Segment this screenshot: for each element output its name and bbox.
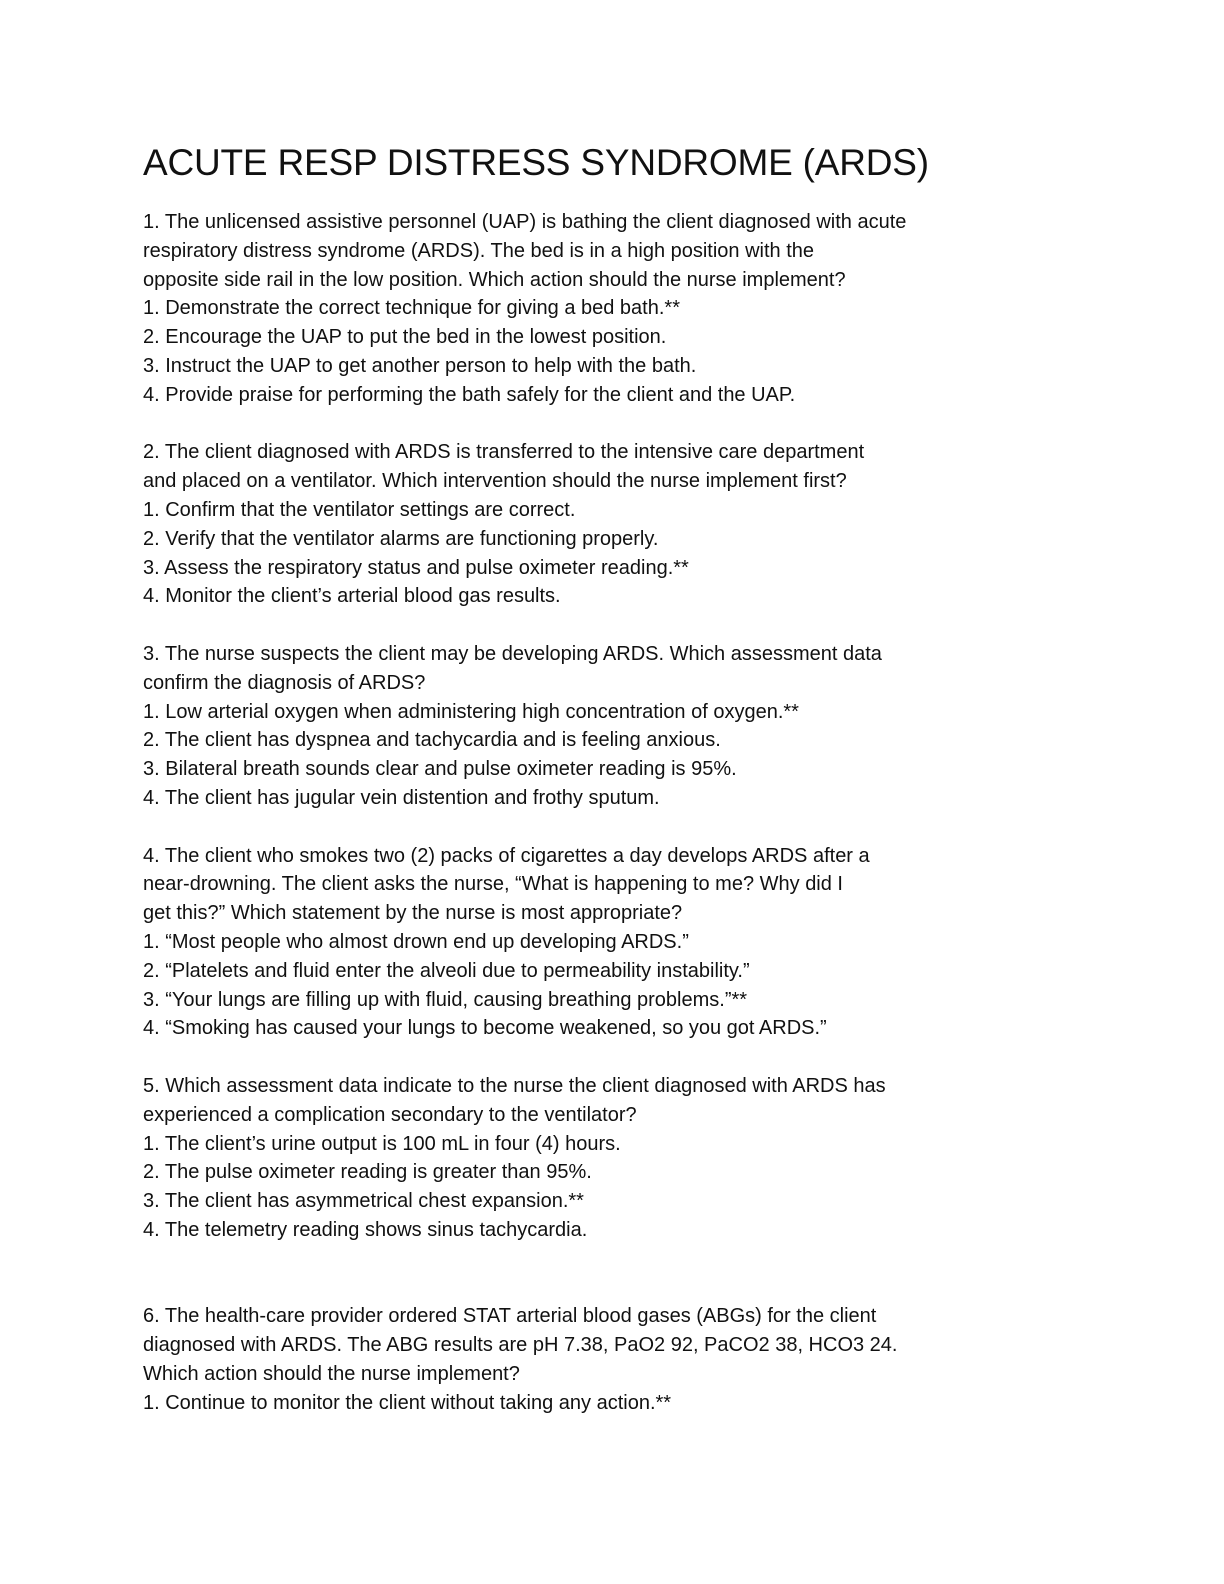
stem-line: experienced a complication secondary to the ventilator?	[143, 1103, 637, 1126]
question-stem	[143, 842, 1143, 928]
spacer	[143, 813, 1143, 842]
question-stem	[143, 208, 1143, 294]
answer-option: 1. “Most people who almost drown end up developing ARDS.”	[143, 930, 689, 953]
stem-line: 1. The unlicensed assistive personnel (UAP) is bathing the client diagnosed with acute	[143, 211, 907, 233]
answer-option: 2. The pulse oximeter reading is greater than 95%.	[143, 1161, 592, 1184]
document-title: ACUTE RESP DISTRESS SYNDROME (ARDS)	[143, 142, 929, 183]
answer-option: 4. Provide praise for performing the bath safely for the client and the UAP.	[143, 383, 796, 406]
document-page	[143, 140, 1143, 1417]
spacer	[143, 1043, 1143, 1072]
answer-option: 4. “Smoking has caused your lungs to become weakened, so you got ARDS.”	[143, 1017, 827, 1040]
answer-option: 1. Continue to monitor the client without taking any action.**	[143, 1391, 672, 1414]
stem-line: Which action should the nurse implement?	[143, 1362, 520, 1385]
question-1	[143, 208, 1143, 410]
stem-line: 5. Which assessment data indicate to the nurse the client diagnosed with ARDS has	[143, 1074, 886, 1097]
answer-option: 2. “Platelets and fluid enter the alveoli due to permeability instability.”	[143, 959, 750, 982]
stem-line: diagnosed with ARDS. The ABG results are pH 7.38, PaO2 92, PaCO2 38, HCO3 24.	[143, 1334, 898, 1357]
spacer	[143, 1245, 1143, 1303]
answer-option: 2. Verify that the ventilator alarms are functioning properly.	[143, 527, 659, 550]
question-4	[143, 842, 1143, 1044]
answer-option: 4. Monitor the client’s arterial blood gas results.	[143, 585, 561, 608]
answer-option: 1. Low arterial oxygen when administering high concentration of oxygen.**	[143, 700, 799, 723]
question-2	[143, 438, 1143, 611]
answer-option: 3. “Your lungs are filling up with fluid, causing breathing problems.”**	[143, 988, 748, 1011]
stem-line: near-drowning. The client asks the nurse, “What is happening to me? Why did I	[143, 873, 843, 896]
stem-line: opposite side rail in the low position. Which action should the nurse implement?	[143, 268, 846, 291]
answer-option: 1. The client’s urine output is 100 mL in four (4) hours.	[143, 1132, 621, 1155]
answer-option: 3. Instruct the UAP to get another person to help with the bath.	[143, 354, 697, 377]
question-6	[143, 1302, 1143, 1417]
answer-option: 3. Bilateral breath sounds clear and pulse oximeter reading is 95%.	[143, 758, 737, 781]
answer-option: 2. Encourage the UAP to put the bed in the lowest position.	[143, 326, 667, 349]
stem-line: and placed on a ventilator. Which intervention should the nurse implement first?	[143, 470, 847, 493]
answer-option: 4. The telemetry reading shows sinus tachycardia.	[143, 1218, 588, 1241]
answer-option: 1. Confirm that the ventilator settings are correct.	[143, 498, 576, 521]
answer-option: 2. The client has dyspnea and tachycardia and is feeling anxious.	[143, 729, 721, 752]
answer-option: 4. The client has jugular vein distention and frothy sputum.	[143, 786, 660, 809]
question-stem	[143, 438, 1143, 496]
stem-line: confirm the diagnosis of ARDS?	[143, 671, 426, 694]
stem-line: 3. The nurse suspects the client may be developing ARDS. Which assessment data	[143, 642, 882, 665]
question-5	[143, 1072, 1143, 1245]
stem-line: 4. The client who smokes two (2) packs of cigarettes a day develops ARDS after a	[143, 844, 870, 867]
answer-option: 3. Assess the respiratory status and pulse oximeter reading.**	[143, 556, 689, 579]
question-3	[143, 640, 1143, 813]
stem-line: get this?” Which statement by the nurse is most appropriate?	[143, 902, 683, 925]
question-stem	[143, 1072, 1143, 1130]
question-stem	[143, 1302, 1143, 1388]
spacer	[143, 611, 1143, 640]
stem-line: 6. The health-care provider ordered STAT arterial blood gases (ABGs) for the client	[143, 1305, 877, 1328]
spacer	[143, 410, 1143, 439]
answer-option: 3. The client has asymmetrical chest expansion.**	[143, 1190, 584, 1213]
stem-line: respiratory distress syndrome (ARDS). The bed is in a high position with the	[143, 239, 815, 262]
answer-option: 1. Demonstrate the correct technique for giving a bed bath.**	[143, 297, 680, 320]
stem-line: 2. The client diagnosed with ARDS is transferred to the intensive care department	[143, 441, 865, 464]
question-stem	[143, 640, 1143, 698]
